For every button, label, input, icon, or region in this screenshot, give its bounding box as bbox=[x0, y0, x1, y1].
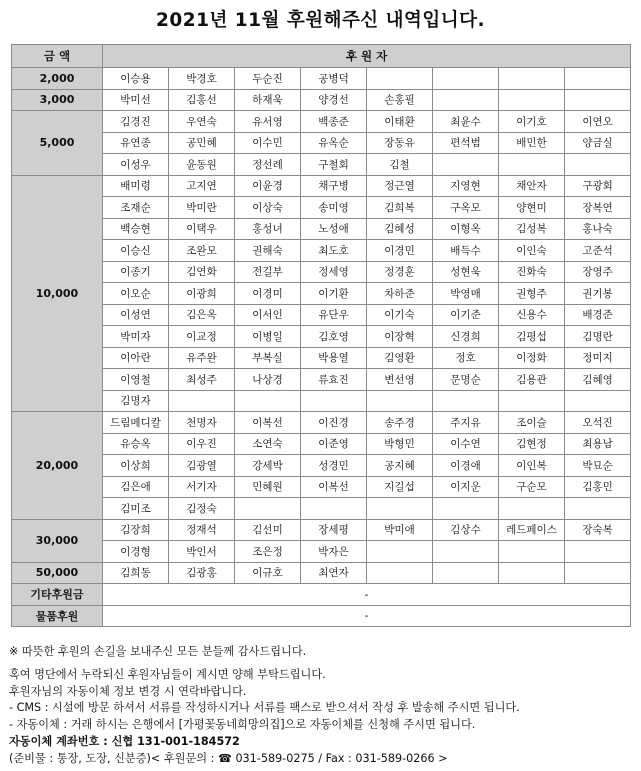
donor-name-cell: 전길부 bbox=[235, 261, 301, 283]
other-donation-label: 기타후원금 bbox=[12, 584, 103, 606]
donor-name-cell: 구순모 bbox=[499, 476, 565, 498]
donor-name-cell: 이서인 bbox=[235, 304, 301, 326]
donor-name-cell bbox=[367, 541, 433, 563]
amount-cell: 50,000 bbox=[12, 562, 103, 584]
table-row bbox=[12, 519, 631, 541]
donor-name-cell: 이지운 bbox=[433, 476, 499, 498]
donor-name-cell: 김광홍 bbox=[169, 562, 235, 584]
donor-name-cell bbox=[169, 390, 235, 412]
table-row bbox=[12, 240, 631, 262]
table-row bbox=[12, 197, 631, 219]
donor-name-cell: 이성연 bbox=[103, 304, 169, 326]
donor-name-cell: 김경진 bbox=[103, 111, 169, 133]
donor-name-cell: 김혜성 bbox=[367, 218, 433, 240]
donor-name-cell: 김은애 bbox=[103, 476, 169, 498]
donor-name-cell bbox=[433, 541, 499, 563]
donor-name-cell: 이규호 bbox=[235, 562, 301, 584]
donor-name-cell bbox=[565, 89, 631, 111]
donor-name-cell: 이영철 bbox=[103, 369, 169, 391]
table-row bbox=[12, 541, 631, 563]
donor-name-cell: 변선영 bbox=[367, 369, 433, 391]
table-row bbox=[12, 111, 631, 133]
donor-name-cell: 정선례 bbox=[235, 154, 301, 176]
donor-name-cell: 김평섭 bbox=[499, 326, 565, 348]
donor-name-cell: 김철 bbox=[367, 154, 433, 176]
donor-name-cell bbox=[433, 154, 499, 176]
donor-name-cell: 김정숙 bbox=[169, 498, 235, 520]
donor-name-cell: 김용관 bbox=[499, 369, 565, 391]
donor-name-cell: 이종기 bbox=[103, 261, 169, 283]
donor-name-cell bbox=[433, 390, 499, 412]
donor-name-cell bbox=[565, 68, 631, 90]
thanks-note: ※ 따뜻한 후원의 손길을 보내주신 모든 분들께 감사드립니다. bbox=[9, 645, 307, 658]
donor-name-cell: 유연종 bbox=[103, 132, 169, 154]
donor-name-cell bbox=[367, 68, 433, 90]
donor-name-cell: 이교정 bbox=[169, 326, 235, 348]
donor-name-cell: 이복선 bbox=[301, 476, 367, 498]
donors-column-header: 후 원 자 bbox=[103, 45, 631, 68]
donor-name-cell: 이기호 bbox=[499, 111, 565, 133]
donor-name-cell: 류효진 bbox=[301, 369, 367, 391]
donor-name-cell: 이준영 bbox=[301, 433, 367, 455]
donor-name-cell: 박형민 bbox=[367, 433, 433, 455]
table-row bbox=[12, 369, 631, 391]
donor-name-cell: 유주완 bbox=[169, 347, 235, 369]
donor-name-cell bbox=[367, 390, 433, 412]
donor-name-cell: 신경희 bbox=[433, 326, 499, 348]
donor-name-cell bbox=[367, 498, 433, 520]
donor-name-cell: 최연자 bbox=[301, 562, 367, 584]
donor-name-cell: 이상희 bbox=[103, 455, 169, 477]
donor-name-cell bbox=[301, 390, 367, 412]
donor-name-cell bbox=[367, 562, 433, 584]
donor-name-cell: 양금실 bbox=[565, 132, 631, 154]
donor-name-cell: 이인복 bbox=[499, 455, 565, 477]
donor-name-cell: 김미조 bbox=[103, 498, 169, 520]
donor-name-cell: 김혜영 bbox=[565, 369, 631, 391]
donor-name-cell: 이택우 bbox=[169, 218, 235, 240]
donor-name-cell: 권해숙 bbox=[235, 240, 301, 262]
donor-name-cell: 이기숙 bbox=[367, 304, 433, 326]
donor-name-cell: 유단우 bbox=[301, 304, 367, 326]
omission-note: 혹여 명단에서 누락되신 후원자님들이 계시면 양해 부탁드립니다. bbox=[9, 667, 326, 681]
donor-name-cell: 구옥모 bbox=[433, 197, 499, 219]
table-row bbox=[12, 261, 631, 283]
donor-name-cell: 우연숙 bbox=[169, 111, 235, 133]
donor-name-cell bbox=[565, 498, 631, 520]
donor-name-cell bbox=[301, 498, 367, 520]
donor-name-cell: 공민혜 bbox=[169, 132, 235, 154]
donor-name-cell: 성현욱 bbox=[433, 261, 499, 283]
table-row bbox=[12, 89, 631, 111]
donor-name-cell: 조재순 bbox=[103, 197, 169, 219]
donor-name-cell: 박인서 bbox=[169, 541, 235, 563]
donor-name-cell: 차하준 bbox=[367, 283, 433, 305]
donor-name-cell: 김호영 bbox=[301, 326, 367, 348]
donor-name-cell: 김장희 bbox=[103, 519, 169, 541]
table-row bbox=[12, 68, 631, 90]
donor-name-cell: 정재석 bbox=[169, 519, 235, 541]
table-row bbox=[12, 390, 631, 412]
donor-name-cell: 박자은 bbox=[301, 541, 367, 563]
donor-name-cell: 이경민 bbox=[367, 240, 433, 262]
donor-name-cell: 정호 bbox=[433, 347, 499, 369]
donor-name-cell: 노성애 bbox=[301, 218, 367, 240]
donor-name-cell: 이진경 bbox=[301, 412, 367, 434]
donor-name-cell: 구광회 bbox=[565, 175, 631, 197]
donor-name-cell: 이윤경 bbox=[235, 175, 301, 197]
cms-note: - CMS : 시설에 방문 하셔서 서류를 작성하시거나 서류를 팩스로 받으셔서 작성 후 발송해 주시면 됩니다. bbox=[9, 701, 520, 715]
donor-name-cell: 진화숙 bbox=[499, 261, 565, 283]
donor-name-cell: 김상수 bbox=[433, 519, 499, 541]
donor-name-cell: 이기환 bbox=[301, 283, 367, 305]
donor-name-cell: 지길섭 bbox=[367, 476, 433, 498]
donor-name-cell: 조완모 bbox=[169, 240, 235, 262]
donor-name-cell: 구철회 bbox=[301, 154, 367, 176]
donor-name-cell: 이장혁 bbox=[367, 326, 433, 348]
donor-name-cell: 이상숙 bbox=[235, 197, 301, 219]
donor-name-cell: 장영주 bbox=[565, 261, 631, 283]
donor-name-cell: 부복실 bbox=[235, 347, 301, 369]
donor-name-cell: 이복선 bbox=[235, 412, 301, 434]
table-row bbox=[12, 455, 631, 477]
donor-name-cell: 김희동 bbox=[103, 562, 169, 584]
donor-name-cell bbox=[565, 541, 631, 563]
donor-name-cell: 유승옥 bbox=[103, 433, 169, 455]
donor-name-cell: 민혜원 bbox=[235, 476, 301, 498]
donor-name-cell: 이성우 bbox=[103, 154, 169, 176]
donor-name-cell: 백종준 bbox=[301, 111, 367, 133]
donor-name-cell: 공지혜 bbox=[367, 455, 433, 477]
donor-name-cell: 김명란 bbox=[565, 326, 631, 348]
donor-name-cell: 이승용 bbox=[103, 68, 169, 90]
donor-name-cell: 정세영 bbox=[301, 261, 367, 283]
donor-name-cell: 김희복 bbox=[367, 197, 433, 219]
donor-name-cell: 강세박 bbox=[235, 455, 301, 477]
table-row bbox=[12, 175, 631, 197]
table-header-row bbox=[12, 45, 631, 68]
donor-name-cell: 이경애 bbox=[433, 455, 499, 477]
donor-name-cell: 하재욱 bbox=[235, 89, 301, 111]
donor-name-cell: 이경형 bbox=[103, 541, 169, 563]
donor-name-cell bbox=[499, 541, 565, 563]
goods-donation-label: 물품후원 bbox=[12, 605, 103, 627]
donor-name-cell: 장세평 bbox=[301, 519, 367, 541]
donor-name-cell: 권형주 bbox=[499, 283, 565, 305]
donor-name-cell bbox=[433, 68, 499, 90]
donor-name-cell: 편석범 bbox=[433, 132, 499, 154]
table-row bbox=[12, 218, 631, 240]
donor-name-cell: 정미지 bbox=[565, 347, 631, 369]
amount-column-header: 금 액 bbox=[12, 45, 103, 68]
account-number: 자동이체 계좌번호 : 신협 131-001-184572 bbox=[9, 734, 240, 748]
goods-donation-value: - bbox=[103, 605, 631, 627]
donor-name-cell: 조은정 bbox=[235, 541, 301, 563]
donor-name-cell: 이병일 bbox=[235, 326, 301, 348]
amount-cell: 3,000 bbox=[12, 89, 103, 111]
donor-name-cell: 권기봉 bbox=[565, 283, 631, 305]
donor-name-cell: 이연오 bbox=[565, 111, 631, 133]
donor-name-cell: 김현정 bbox=[499, 433, 565, 455]
donor-name-cell: 조이슬 bbox=[499, 412, 565, 434]
table-row bbox=[12, 562, 631, 584]
table-row bbox=[12, 154, 631, 176]
other-donation-value: - bbox=[103, 584, 631, 606]
donor-name-cell: 오석진 bbox=[565, 412, 631, 434]
donor-name-cell: 윤동원 bbox=[169, 154, 235, 176]
donor-name-cell bbox=[565, 154, 631, 176]
donor-name-cell bbox=[565, 562, 631, 584]
donor-name-cell bbox=[499, 390, 565, 412]
amount-cell: 20,000 bbox=[12, 412, 103, 520]
donor-name-cell: 유옥순 bbox=[301, 132, 367, 154]
donor-name-cell: 나상경 bbox=[235, 369, 301, 391]
donor-name-cell: 박미란 bbox=[169, 197, 235, 219]
donor-name-cell bbox=[235, 390, 301, 412]
donor-name-cell: 정경훈 bbox=[367, 261, 433, 283]
donor-name-cell: 이정화 bbox=[499, 347, 565, 369]
donor-name-cell bbox=[499, 498, 565, 520]
table-row bbox=[12, 283, 631, 305]
donor-name-cell: 김홍민 bbox=[565, 476, 631, 498]
donor-name-cell: 장숙복 bbox=[565, 519, 631, 541]
donor-name-cell: 이수연 bbox=[433, 433, 499, 455]
donor-name-cell: 서기자 bbox=[169, 476, 235, 498]
donor-name-cell bbox=[433, 498, 499, 520]
donor-name-cell: 백승현 bbox=[103, 218, 169, 240]
donor-name-cell: 손홍필 bbox=[367, 89, 433, 111]
donor-name-cell: 채안자 bbox=[499, 175, 565, 197]
contact-note: 후원자님의 자동이체 정보 변경 시 연락바랍니다. bbox=[9, 684, 247, 698]
donor-name-cell: 박경호 bbox=[169, 68, 235, 90]
donor-name-cell: 이승신 bbox=[103, 240, 169, 262]
donor-name-cell: 레드페이스 bbox=[499, 519, 565, 541]
donor-table-body bbox=[12, 68, 631, 584]
donor-name-cell: 송미영 bbox=[301, 197, 367, 219]
donor-name-cell: 배민한 bbox=[499, 132, 565, 154]
donor-name-cell: 유서영 bbox=[235, 111, 301, 133]
donor-name-cell: 박묘순 bbox=[565, 455, 631, 477]
table-row bbox=[12, 347, 631, 369]
donor-name-cell: 김선미 bbox=[235, 519, 301, 541]
donor-name-cell: 배경준 bbox=[565, 304, 631, 326]
donor-name-cell: 정근열 bbox=[367, 175, 433, 197]
donor-name-cell: 김홍선 bbox=[169, 89, 235, 111]
donor-name-cell: 신용수 bbox=[499, 304, 565, 326]
donor-name-cell: 박미애 bbox=[367, 519, 433, 541]
donor-name-cell bbox=[499, 89, 565, 111]
amount-cell: 30,000 bbox=[12, 519, 103, 562]
donor-name-cell bbox=[433, 89, 499, 111]
donor-name-cell: 채구병 bbox=[301, 175, 367, 197]
table-row bbox=[12, 412, 631, 434]
notes-section bbox=[9, 644, 634, 768]
donor-name-cell: 이아란 bbox=[103, 347, 169, 369]
donor-name-cell: 배미령 bbox=[103, 175, 169, 197]
donor-name-cell bbox=[565, 390, 631, 412]
donor-name-cell: 김영환 bbox=[367, 347, 433, 369]
amount-cell: 5,000 bbox=[12, 111, 103, 176]
table-row bbox=[12, 433, 631, 455]
donor-name-cell: 주지유 bbox=[433, 412, 499, 434]
inquiry-note: (준비물 : 통장, 도장, 신분증)< 후원문의 : ☎ 031-589-0275 / Fax : 031-589-0266 > bbox=[9, 751, 448, 765]
donor-name-cell: 공병덕 bbox=[301, 68, 367, 90]
amount-cell: 10,000 bbox=[12, 175, 103, 412]
donor-name-cell: 최성주 bbox=[169, 369, 235, 391]
donor-name-cell bbox=[499, 562, 565, 584]
donor-name-cell: 이경미 bbox=[235, 283, 301, 305]
amount-cell: 2,000 bbox=[12, 68, 103, 90]
donor-name-cell: 박미자 bbox=[103, 326, 169, 348]
donor-name-cell: 송주경 bbox=[367, 412, 433, 434]
donor-name-cell: 김명자 bbox=[103, 390, 169, 412]
donor-name-cell: 김연화 bbox=[169, 261, 235, 283]
donor-name-cell: 천명자 bbox=[169, 412, 235, 434]
donor-name-cell: 장복연 bbox=[565, 197, 631, 219]
page-title: 2021년 11월 후원해주신 내역입니다. bbox=[155, 10, 486, 31]
donor-name-cell: 성경민 bbox=[301, 455, 367, 477]
donor-name-cell bbox=[235, 498, 301, 520]
donor-name-cell: 문명순 bbox=[433, 369, 499, 391]
donor-name-cell: 김성복 bbox=[499, 218, 565, 240]
donor-name-cell: 소연숙 bbox=[235, 433, 301, 455]
donor-name-cell: 장동유 bbox=[367, 132, 433, 154]
donor-name-cell: 홍나숙 bbox=[565, 218, 631, 240]
table-row bbox=[12, 326, 631, 348]
donor-name-cell: 이우진 bbox=[169, 433, 235, 455]
table-row bbox=[12, 304, 631, 326]
donor-name-cell: 이광희 bbox=[169, 283, 235, 305]
donor-name-cell: 최용남 bbox=[565, 433, 631, 455]
goods-donation-row bbox=[12, 605, 631, 627]
donor-name-cell: 박용열 bbox=[301, 347, 367, 369]
donor-name-cell: 김광열 bbox=[169, 455, 235, 477]
donor-name-cell: 홍성녀 bbox=[235, 218, 301, 240]
donor-name-cell: 최윤수 bbox=[433, 111, 499, 133]
donor-name-cell: 배득수 bbox=[433, 240, 499, 262]
donor-name-cell: 이수민 bbox=[235, 132, 301, 154]
donor-name-cell: 최도호 bbox=[301, 240, 367, 262]
table-row bbox=[12, 132, 631, 154]
donor-name-cell: 이태환 bbox=[367, 111, 433, 133]
donor-name-cell: 김은옥 bbox=[169, 304, 235, 326]
donor-name-cell bbox=[499, 68, 565, 90]
donor-name-cell: 이형옥 bbox=[433, 218, 499, 240]
donor-name-cell: 지영현 bbox=[433, 175, 499, 197]
donor-name-cell: 양경선 bbox=[301, 89, 367, 111]
donor-name-cell bbox=[499, 154, 565, 176]
other-donation-row bbox=[12, 584, 631, 606]
table-row bbox=[12, 498, 631, 520]
donor-name-cell: 박미선 bbox=[103, 89, 169, 111]
donor-name-cell: 두순진 bbox=[235, 68, 301, 90]
table-row bbox=[12, 476, 631, 498]
donor-name-cell: 고준석 bbox=[565, 240, 631, 262]
donor-name-cell: 이인숙 bbox=[499, 240, 565, 262]
donor-name-cell: 박영매 bbox=[433, 283, 499, 305]
donor-name-cell bbox=[433, 562, 499, 584]
donor-table bbox=[11, 44, 631, 627]
auto-transfer-note: - 자동이체 : 거래 하시는 은행에서 [가평꽃동네희망의집]으로 자동이체를 신청해 주시면 됩니다. bbox=[9, 718, 476, 732]
donor-name-cell: 고지연 bbox=[169, 175, 235, 197]
donor-name-cell: 드림메디칼 bbox=[103, 412, 169, 434]
donor-name-cell: 이기준 bbox=[433, 304, 499, 326]
donor-name-cell: 이오순 bbox=[103, 283, 169, 305]
donor-name-cell: 양현미 bbox=[499, 197, 565, 219]
